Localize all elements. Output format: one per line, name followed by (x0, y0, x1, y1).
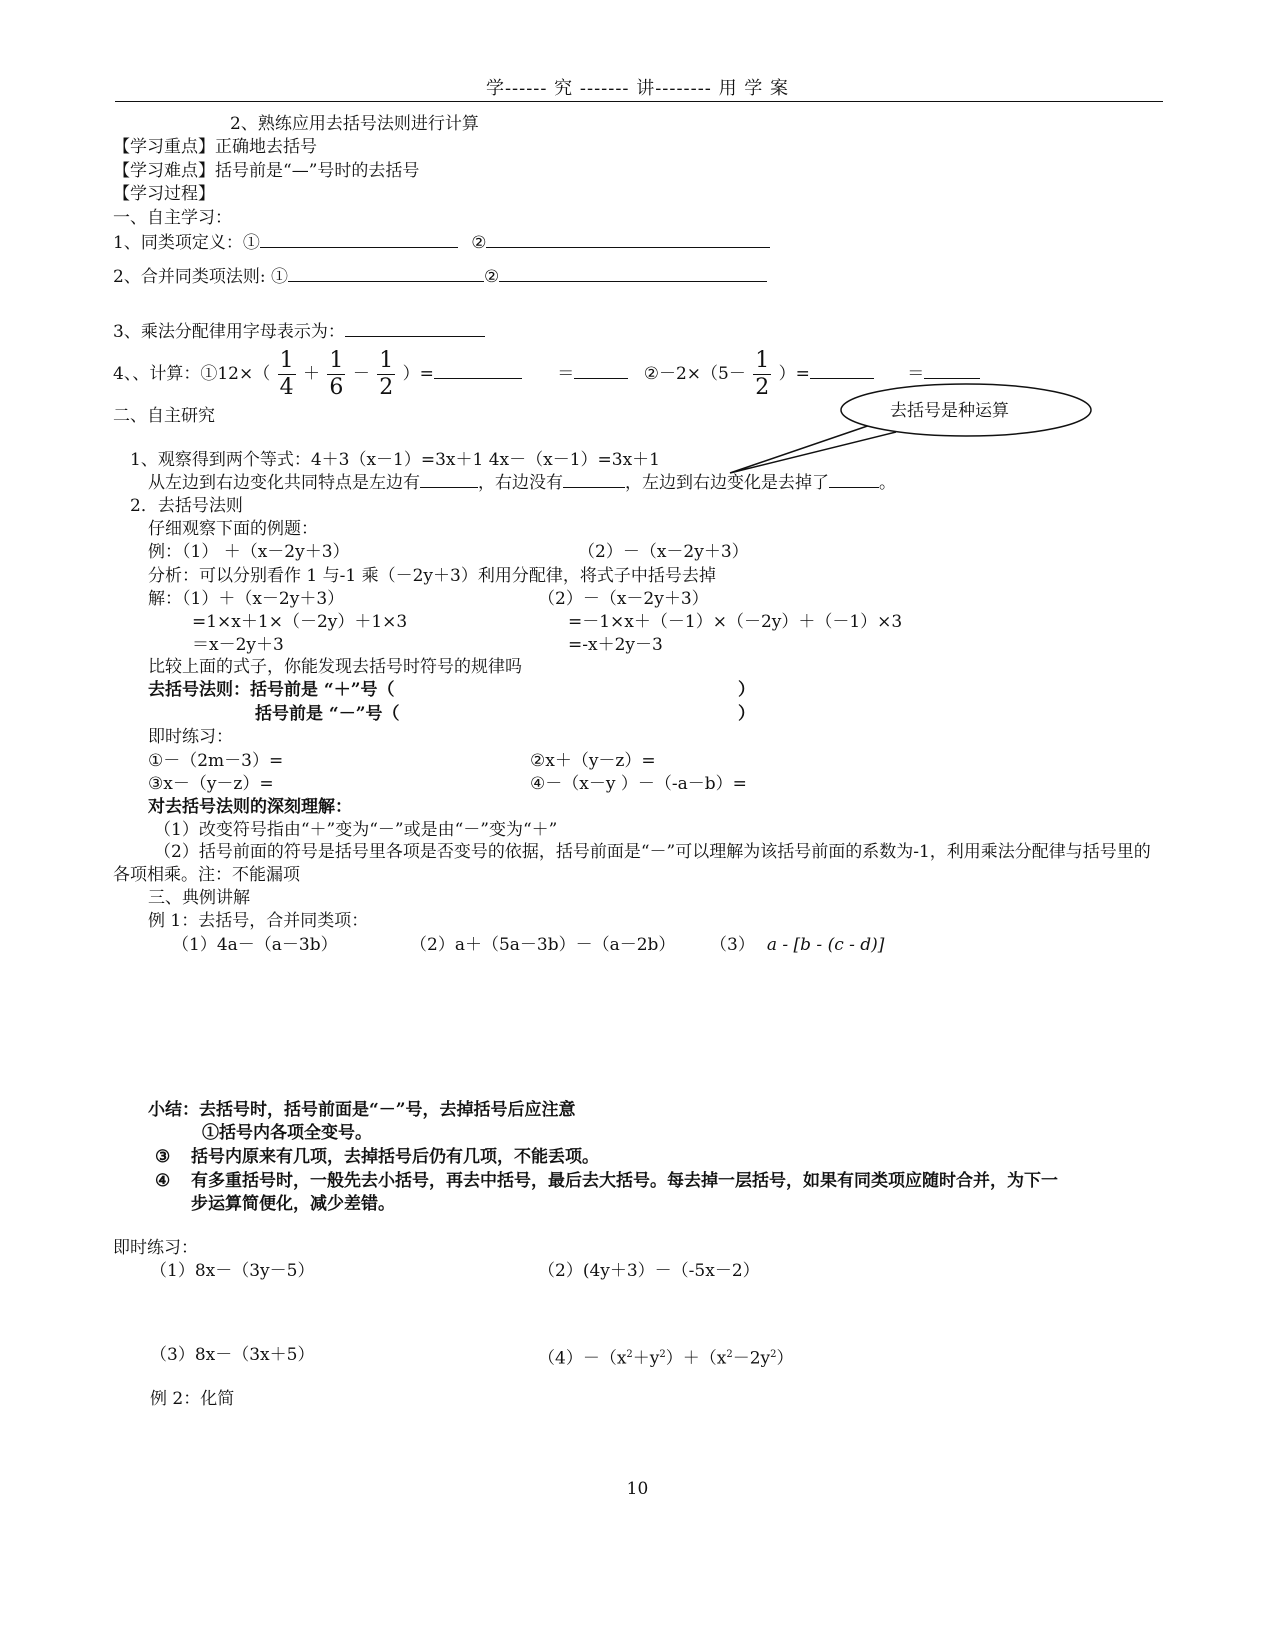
q1-blank-2[interactable] (486, 231, 770, 248)
obs-part-3: ，左边到右边变化是去掉了 (625, 473, 829, 493)
practice-1: ①－（2m－3）= (148, 751, 284, 771)
example-1-item-1: （1）4a－（a－3b） (172, 935, 338, 955)
q4-close-eq: ）= (402, 364, 434, 384)
practice-label: 即时练习： (148, 727, 233, 747)
q1-prefix: 1、同类项定义：① (113, 233, 260, 253)
summary-point-2-num: ③ (155, 1147, 171, 1167)
solution-2-line-1: （2）－（x－2y＋3） (538, 589, 709, 609)
rule-minus-close: ） (738, 704, 755, 724)
observation-line: 1、观察得到两个等式：4＋3（x－1）=3x＋1 4x－（x－1）=3x＋1 (130, 450, 660, 470)
example-1-title: 例 1：去括号，合并同类项： (148, 911, 369, 931)
q4-blank-2[interactable] (574, 362, 628, 379)
fraction-1-4: $\frac{1}{4}$ (279, 348, 294, 400)
solution-2-line-2: =－1×x＋（－1）×（－2y）＋（－1）×3 (568, 612, 903, 632)
solution-1-line-2: =1×x＋1×（－2y）＋1×3 (192, 612, 408, 632)
compare-text: 比较上面的式子，你能发现去括号时符号的规律吗 (148, 657, 522, 677)
q2-prefix: 2、合并同类项法则: ① (113, 267, 288, 287)
page-header: 学------ 究 ------- 讲-------- 用 学 案 (485, 78, 790, 99)
summary-title: 小结：去括号时，括号前面是“－”号，去掉括号后应注意 (148, 1100, 576, 1120)
rule-plus-close: ） (738, 680, 755, 700)
summary-point-3-cont: 步运算简便化，减少差错。 (191, 1194, 395, 1214)
example-1-item-3 (710, 934, 884, 956)
q4-blank-3[interactable] (810, 362, 874, 379)
summary-point-2: 括号内原来有几项，去掉括号后仍有几项，不能丢项。 (191, 1147, 599, 1167)
example-2-title: 例 2：化简 (150, 1389, 235, 1409)
q2-blank-1[interactable] (288, 265, 484, 282)
practice-2-item-1: （1）8x－（3y－5） (150, 1261, 315, 1281)
q4-eq2: ＝ (557, 364, 575, 384)
question-1 (113, 231, 770, 254)
practice-3: ③x－（y－z）= (148, 774, 274, 794)
q3-prefix: 3、乘法分配律用字母表示为： (113, 322, 345, 342)
analysis-text: 分析：可以分别看作 1 与-1 乘（－2y＋3）利用分配律，将式子中括号去掉 (148, 566, 716, 586)
q4-close-eq2: ）= (778, 364, 810, 384)
rule-minus: 括号前是 “－”号（ (255, 704, 400, 724)
q1-mid: ② (471, 233, 487, 253)
practice-2: ②x＋（y－z）= (530, 751, 656, 771)
difficulty-text: 括号前是“—”号时的去括号 (215, 161, 420, 181)
objective-2: 2、熟练应用去括号法则进行计算 (230, 114, 479, 134)
q1-blank-1[interactable] (260, 231, 458, 248)
deep-point-1: （1）改变符号指由“＋”变为“－”或是由“－”变为“＋” (154, 820, 558, 840)
practice-4: ④－（x－y ）－（-a－b）= (530, 774, 747, 794)
q4-eq3: ＝ (907, 364, 925, 384)
obs-blank-1[interactable] (420, 471, 478, 488)
rule-title: 2．去括号法则 (130, 496, 243, 516)
difficulty (113, 160, 419, 182)
q3-blank[interactable] (345, 320, 485, 337)
practice-2-item-2: （2）(4y＋3）－（-5x－2） (538, 1261, 760, 1281)
summary-point-3-num: ④ (155, 1171, 171, 1191)
q2-blank-2[interactable] (499, 265, 767, 282)
fraction-1-6: $\frac{1}{6}$ (329, 348, 344, 400)
solution-2-line-3: =-x＋2y－3 (568, 635, 663, 655)
process-label: 【学习过程】 (113, 184, 215, 204)
plus-sign: ＋ (303, 364, 321, 384)
q4-blank-4[interactable] (924, 362, 980, 379)
obs-part-2: ，右边没有 (478, 473, 563, 493)
q4-part2: ②－2×（5－ (643, 364, 746, 384)
practice-2-item-4: $(4)-(x^2+y^2)+(x^2-2y^2)$ (538, 1348, 794, 1369)
page-number: 10 (626, 1479, 649, 1499)
item-3-math: a - [b - (c - d)] (766, 935, 885, 955)
obs-part-1: 从左边到右边变化共同特点是左边有 (148, 473, 420, 493)
section-2-title: 二、自主研究 (113, 406, 215, 426)
section-3-title: 三、典例讲解 (148, 888, 250, 908)
section-1-title: 一、自主学习： (113, 208, 232, 228)
solution-1-line-3: ＝x－2y＋3 (192, 635, 284, 655)
key-point-label: 【学习重点】 (113, 137, 215, 157)
example-1-item-2: （2）a＋（5a－3b）－（a－2b） (410, 935, 676, 955)
q4-blank-1[interactable] (434, 362, 522, 379)
obs-part-4: 。 (879, 473, 896, 493)
question-2 (113, 265, 767, 288)
difficulty-label: 【学习难点】 (113, 161, 215, 181)
deep-point-2: （2）括号前面的符号是括号里各项是否变号的依据，括号前面是“－”可以理解为该括号前面的系数为-1，利用乘法分配律与括号里的各项相乘。注：不能漏项 (113, 842, 1151, 885)
example-1: 例：（1） ＋（x－2y＋3） (148, 542, 350, 562)
summary-point-3: 有多重括号时，一般先去小括号，再去中括号，最后去大括号。每去掉一层括号，如果有同类项应随时合并，为下一 (191, 1171, 1058, 1191)
observation-question (148, 471, 896, 494)
practice-2-item-3: （3）8x－（3x＋5） (150, 1345, 315, 1365)
callout-text: 去括号是种运算 (890, 401, 1009, 421)
fraction-1-2: $\frac{1}{2}$ (379, 348, 394, 400)
fraction-1-2-b: $\frac{1}{2}$ (755, 348, 770, 400)
solution-1-line-1: 解：（1）＋（x－2y＋3） (148, 589, 345, 609)
item-3-label: （3） (710, 935, 755, 955)
obs-blank-3[interactable] (829, 471, 879, 488)
key-point-text: 正确地去括号 (215, 137, 317, 157)
header-rule (115, 101, 1163, 102)
q2-mid: ② (483, 267, 500, 287)
observe-text: 仔细观察下面的例题： (148, 519, 318, 539)
summary-point-1: ①括号内各项全变号。 (202, 1123, 372, 1143)
example-2: （2）－（x－2y＋3） (578, 542, 749, 562)
minus-sign: － (352, 364, 370, 384)
question-3 (113, 320, 485, 343)
practice-2-label: 即时练习： (113, 1238, 198, 1258)
deep-title: 对去括号法则的深刻理解： (148, 797, 352, 817)
key-point (113, 136, 317, 158)
q4-prefix: 4、、计算：①12×（ (113, 364, 271, 384)
rule-plus: 去括号法则：括号前是 “＋”号（ (148, 680, 395, 700)
obs-blank-2[interactable] (563, 471, 625, 488)
